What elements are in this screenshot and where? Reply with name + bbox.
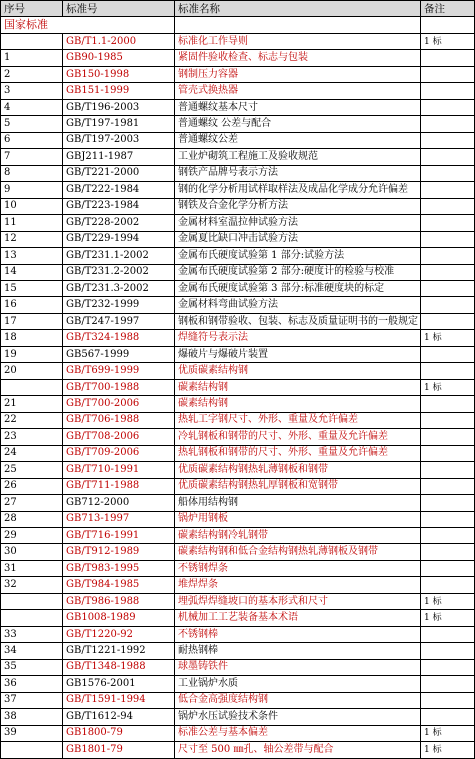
- row-note: [421, 412, 475, 428]
- standard-name: 爆破片与爆破片装置: [175, 346, 421, 362]
- standard-name: 耐热钢棒: [175, 643, 421, 659]
- table-row: [1, 742, 475, 758]
- standard-code: GB/T706-1988: [63, 412, 175, 428]
- header-name: 标准名称: [175, 1, 421, 17]
- row-note: [421, 528, 475, 544]
- table-row: [1, 132, 475, 148]
- header-row: [1, 1, 475, 17]
- row-note: [421, 396, 475, 412]
- row-note: 1 标: [421, 33, 475, 49]
- row-number: 22: [1, 412, 63, 428]
- table-row: [1, 264, 475, 280]
- row-number: 9: [1, 182, 63, 198]
- standard-code: GB/T986-1988: [63, 593, 175, 609]
- standard-code: GB90-1985: [63, 50, 175, 66]
- row-note: [421, 50, 475, 66]
- table-row: [1, 297, 475, 313]
- standard-name: 标准化工作导则: [175, 33, 421, 49]
- standard-name: 优质碳素结构钢热轧薄钢板和钢带: [175, 462, 421, 478]
- row-number: 5: [1, 116, 63, 132]
- table-row: [1, 478, 475, 494]
- table-row: [1, 560, 475, 576]
- standard-name: 优质碳素结构钢: [175, 363, 421, 379]
- standard-code: GB/T231.3-2002: [63, 280, 175, 296]
- row-number: 4: [1, 99, 63, 115]
- standard-name: 金属布氏硬度试验第 3 部分:标准硬度块的标定: [175, 280, 421, 296]
- standard-name: 金属布氏硬度试验第 2 部分:硬度计的检验与校准: [175, 264, 421, 280]
- standard-code: GB/T983-1995: [63, 560, 175, 576]
- row-note: [421, 231, 475, 247]
- standard-name: 钢的化学分析用试样取样法及成品化学成分允许偏差: [175, 182, 421, 198]
- standard-name: 尺寸至 500 ㎜孔、轴公差带与配合: [175, 742, 421, 758]
- row-number: 18: [1, 330, 63, 346]
- row-number: 33: [1, 626, 63, 642]
- table-row: [1, 626, 475, 642]
- standard-code: GB151-1999: [63, 83, 175, 99]
- table-row: [1, 396, 475, 412]
- standard-name: 普通螺纹基本尺寸: [175, 99, 421, 115]
- table-row: [1, 280, 475, 296]
- header-code: 标准号: [63, 1, 175, 17]
- row-note: [421, 709, 475, 725]
- standard-name: 管壳式换热器: [175, 83, 421, 99]
- table-row: [1, 99, 475, 115]
- table-row: [1, 149, 475, 165]
- standard-name: 工业炉砌筑工程施工及验收规范: [175, 149, 421, 165]
- standard-name: 碳素结构钢冷轧钢带: [175, 528, 421, 544]
- standard-name: 标准公差与基本偏差: [175, 725, 421, 741]
- standard-name: 碳素结构钢: [175, 396, 421, 412]
- row-number: 7: [1, 149, 63, 165]
- row-number: 27: [1, 495, 63, 511]
- table-row: [1, 215, 475, 231]
- standard-name: 锅炉用钢板: [175, 511, 421, 527]
- standard-code: GB1008-1989: [63, 610, 175, 626]
- row-note: [421, 83, 475, 99]
- standard-code: GB/T196-2003: [63, 99, 175, 115]
- row-number: 16: [1, 297, 63, 313]
- table-row: [1, 50, 475, 66]
- standard-name: 碳素结构钢: [175, 379, 421, 395]
- row-number: 3: [1, 83, 63, 99]
- row-note: [421, 577, 475, 593]
- row-number: 29: [1, 528, 63, 544]
- table-row: [1, 577, 475, 593]
- row-number: 6: [1, 132, 63, 148]
- row-note: [421, 676, 475, 692]
- standard-code: GB/T231.1-2002: [63, 248, 175, 264]
- standard-code: GB/T324-1988: [63, 330, 175, 346]
- table-row: [1, 725, 475, 741]
- row-note: [421, 149, 475, 165]
- standard-code: GB/T197-1981: [63, 116, 175, 132]
- row-note: [421, 511, 475, 527]
- row-number: 30: [1, 544, 63, 560]
- standard-name: 钢板和钢带验收、包装、标志及质量证明书的一般规定: [175, 313, 421, 329]
- row-number: 11: [1, 215, 63, 231]
- section-row: [1, 17, 475, 33]
- standard-code: GB567-1999: [63, 346, 175, 362]
- row-note: [421, 297, 475, 313]
- standard-code: GB713-1997: [63, 511, 175, 527]
- standard-name: 埋弧焊焊缝坡口的基本形式和尺寸: [175, 593, 421, 609]
- row-number: 35: [1, 659, 63, 675]
- row-note: [421, 445, 475, 461]
- table-row: [1, 429, 475, 445]
- standard-code: GB/T197-2003: [63, 132, 175, 148]
- standard-code: GB712-2000: [63, 495, 175, 511]
- standard-code: GB150-1998: [63, 66, 175, 82]
- standard-name: 钢铁及合金化学分析方法: [175, 198, 421, 214]
- row-number: 31: [1, 560, 63, 576]
- standard-name: 普通螺纹公差: [175, 132, 421, 148]
- table-row: [1, 66, 475, 82]
- standard-name: 普通螺纹 公差与配合: [175, 116, 421, 132]
- row-number: 17: [1, 313, 63, 329]
- row-number: 39: [1, 725, 63, 741]
- table-row: [1, 445, 475, 461]
- standard-code: GB1801-79: [63, 742, 175, 758]
- table-row: [1, 248, 475, 264]
- standard-code: GB/T711-1988: [63, 478, 175, 494]
- row-number: 38: [1, 709, 63, 725]
- standard-name: 优质碳素结构钢热轧厚钢板和宽钢带: [175, 478, 421, 494]
- table-row: [1, 692, 475, 708]
- table-row: [1, 412, 475, 428]
- row-note: [421, 182, 475, 198]
- row-number: [1, 593, 63, 609]
- row-note: [421, 116, 475, 132]
- standard-code: GB/T232-1999: [63, 297, 175, 313]
- standard-code: GB/T228-2002: [63, 215, 175, 231]
- standard-name: 金属布氏硬度试验第 1 部分:试验方法: [175, 248, 421, 264]
- row-number: 24: [1, 445, 63, 461]
- row-number: 34: [1, 643, 63, 659]
- row-number: 8: [1, 165, 63, 181]
- standard-code: GB/T708-2006: [63, 429, 175, 445]
- table-row: [1, 676, 475, 692]
- standard-code: GB/T1220-92: [63, 626, 175, 642]
- table-row: [1, 379, 475, 395]
- standard-code: GB/T231.2-2002: [63, 264, 175, 280]
- table-row: [1, 593, 475, 609]
- table-row: [1, 231, 475, 247]
- row-note: [421, 429, 475, 445]
- standard-code: GB/T699-1999: [63, 363, 175, 379]
- standard-name: 不锈钢棒: [175, 626, 421, 642]
- standard-code: GB/T700-1988: [63, 379, 175, 395]
- table-row: [1, 182, 475, 198]
- row-number: 15: [1, 280, 63, 296]
- row-number: 12: [1, 231, 63, 247]
- standard-code: GB/T710-1991: [63, 462, 175, 478]
- standard-code: GB/T709-2006: [63, 445, 175, 461]
- row-number: [1, 742, 63, 758]
- row-note: 1 标: [421, 379, 475, 395]
- table-row: [1, 346, 475, 362]
- table-row: [1, 659, 475, 675]
- row-number: 1: [1, 50, 63, 66]
- row-note: [421, 462, 475, 478]
- standard-name: 紧固件验收检查、标志与包装: [175, 50, 421, 66]
- row-number: 10: [1, 198, 63, 214]
- row-note: 1 标: [421, 593, 475, 609]
- table-row: [1, 83, 475, 99]
- standard-name: 机械加工工艺装备基本术语: [175, 610, 421, 626]
- row-note: [421, 363, 475, 379]
- standard-code: GB/T1612-94: [63, 709, 175, 725]
- table-row: [1, 511, 475, 527]
- table-row: [1, 165, 475, 181]
- standard-code: GB/T222-1984: [63, 182, 175, 198]
- row-note: 1 标: [421, 330, 475, 346]
- row-number: 19: [1, 346, 63, 362]
- standard-code: GB1576-2001: [63, 676, 175, 692]
- standard-name: 钢制压力容器: [175, 66, 421, 82]
- standard-code: GB1800-79: [63, 725, 175, 741]
- standard-name: 低合金高强度结构钢: [175, 692, 421, 708]
- row-note: [421, 198, 475, 214]
- row-note: [421, 248, 475, 264]
- row-note: [421, 313, 475, 329]
- row-number: 23: [1, 429, 63, 445]
- section-title: 国家标准: [1, 17, 175, 33]
- row-number: 36: [1, 676, 63, 692]
- standard-name: 金属夏比缺口冲击试验方法: [175, 231, 421, 247]
- row-note: 1 标: [421, 725, 475, 741]
- standard-name: 碳素结构钢和低合金结构钢热轧薄钢板及钢带: [175, 544, 421, 560]
- standard-code: GB/T1221-1992: [63, 643, 175, 659]
- standard-name: 船体用结构钢: [175, 495, 421, 511]
- table-body: [1, 1, 475, 759]
- standard-code: GB/T912-1989: [63, 544, 175, 560]
- row-number: 28: [1, 511, 63, 527]
- standard-code: GB/T229-1994: [63, 231, 175, 247]
- row-number: 14: [1, 264, 63, 280]
- table-row: [1, 528, 475, 544]
- standard-name: 钢铁产品牌号表示方法: [175, 165, 421, 181]
- table-row: [1, 363, 475, 379]
- standard-name: 冷轧钢板和钢带的尺寸、外形、重量及允许偏差: [175, 429, 421, 445]
- standard-name: 堆焊焊条: [175, 577, 421, 593]
- standard-name: 焊缝符号表示法: [175, 330, 421, 346]
- row-note: [421, 99, 475, 115]
- row-note: [421, 66, 475, 82]
- standard-code: GB/T700-2006: [63, 396, 175, 412]
- standard-code: GB/T716-1991: [63, 528, 175, 544]
- row-note: [421, 495, 475, 511]
- row-number: 13: [1, 248, 63, 264]
- standard-name: 金属材料弯曲试验方法: [175, 297, 421, 313]
- standard-name: 热轧钢板和钢带的尺寸、外形、重量及允许偏差: [175, 445, 421, 461]
- standard-code: GB/T984-1985: [63, 577, 175, 593]
- row-note: [421, 560, 475, 576]
- row-note: [421, 165, 475, 181]
- table-row: [1, 33, 475, 49]
- standard-code: GB/T1348-1988: [63, 659, 175, 675]
- row-number: [1, 379, 63, 395]
- table-row: [1, 198, 475, 214]
- table-row: [1, 544, 475, 560]
- table-row: [1, 330, 475, 346]
- row-number: 25: [1, 462, 63, 478]
- row-number: [1, 610, 63, 626]
- row-note: [421, 626, 475, 642]
- row-note: [421, 132, 475, 148]
- standard-code: GB/T247-1997: [63, 313, 175, 329]
- standard-code: GB/T1591-1994: [63, 692, 175, 708]
- row-note: [421, 659, 475, 675]
- table-row: [1, 709, 475, 725]
- section-empty-note: [421, 17, 475, 33]
- table-row: [1, 116, 475, 132]
- row-note: [421, 215, 475, 231]
- row-note: 1 标: [421, 610, 475, 626]
- header-no: 序号: [1, 1, 63, 17]
- row-number: 2: [1, 66, 63, 82]
- table-row: [1, 643, 475, 659]
- row-note: [421, 643, 475, 659]
- table-row: [1, 462, 475, 478]
- row-note: [421, 544, 475, 560]
- row-number: 26: [1, 478, 63, 494]
- standard-code: GB/T223-1984: [63, 198, 175, 214]
- standard-name: 不锈钢焊条: [175, 560, 421, 576]
- row-note: [421, 478, 475, 494]
- standard-code: GB/T221-2000: [63, 165, 175, 181]
- row-number: [1, 33, 63, 49]
- standard-name: 锅炉水压试验技术条件: [175, 709, 421, 725]
- standard-name: 球墨铸铁件: [175, 659, 421, 675]
- row-note: [421, 346, 475, 362]
- table-row: [1, 495, 475, 511]
- standard-name: 工业锅炉水质: [175, 676, 421, 692]
- table-row: [1, 610, 475, 626]
- standard-name: 金属材料室温拉伸试验方法: [175, 215, 421, 231]
- row-number: 20: [1, 363, 63, 379]
- row-number: 37: [1, 692, 63, 708]
- row-note: [421, 692, 475, 708]
- row-note: [421, 280, 475, 296]
- row-number: 32: [1, 577, 63, 593]
- header-note: 备注: [421, 1, 475, 17]
- row-note: 1 标: [421, 742, 475, 758]
- standard-code: GBJ211-1987: [63, 149, 175, 165]
- row-number: 21: [1, 396, 63, 412]
- section-empty-name: [175, 17, 421, 33]
- row-note: [421, 264, 475, 280]
- standard-code: GB/T1.1-2000: [63, 33, 175, 49]
- table-row: [1, 313, 475, 329]
- standard-name: 热轧工字钢尺寸、外形、重量及允许偏差: [175, 412, 421, 428]
